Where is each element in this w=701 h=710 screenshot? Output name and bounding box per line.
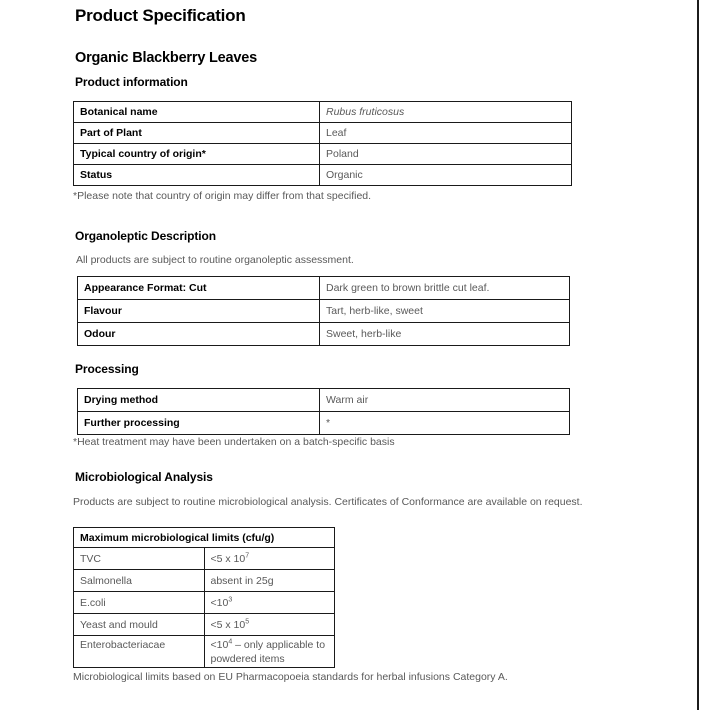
- table-row: [74, 102, 572, 123]
- micro-table-header: Maximum microbiological limits (cfu/g): [74, 528, 335, 548]
- footnote-country-of-origin: *Please note that country of origin may differ from that specified.: [73, 190, 372, 202]
- row-value-country-of-origin: Poland: [320, 144, 572, 165]
- row-value-drying-method: Warm air: [320, 389, 570, 412]
- table-row: [78, 412, 570, 435]
- limit-value: <10: [210, 639, 229, 651]
- row-label-status: Status: [74, 165, 320, 186]
- row-value-status: Organic: [320, 165, 572, 186]
- section-heading-processing: Processing: [75, 362, 139, 376]
- row-value-appearance: Dark green to brown brittle cut leaf.: [320, 277, 570, 300]
- microbiological-limits-table: [73, 527, 335, 668]
- row-label-tvc: TVC: [74, 548, 205, 570]
- row-label-appearance: Appearance Format: Cut: [78, 277, 320, 300]
- table-row: [74, 614, 335, 636]
- table-row: [78, 277, 570, 300]
- limit-value: <10: [210, 596, 229, 609]
- footnote-heat-treatment: *Heat treatment may have been undertaken on a batch-specific basis: [73, 436, 395, 448]
- row-value-part-of-plant: Leaf: [320, 123, 572, 144]
- section-heading-organoleptic: Organoleptic Description: [75, 229, 216, 243]
- document-title: Product Specification: [75, 6, 246, 25]
- row-label-enterobacteriacae: Enterobacteriacae: [74, 636, 205, 668]
- limit-exponent: 7: [245, 552, 250, 559]
- row-label-salmonella: Salmonella: [74, 570, 205, 592]
- row-value-flavour: Tart, herb-like, sweet: [320, 300, 570, 323]
- table-header-row: [74, 528, 335, 548]
- table-row: [78, 323, 570, 346]
- table-row: [74, 570, 335, 592]
- table-row: [74, 636, 335, 668]
- limit-note: – only applicable to powdered items: [210, 639, 326, 665]
- processing-table: [77, 388, 570, 435]
- table-row: [74, 144, 572, 165]
- table-row: [74, 592, 335, 614]
- row-label-part-of-plant: Part of Plant: [74, 123, 320, 144]
- limit-exponent: 5: [245, 618, 250, 625]
- row-value-ecoli: [204, 592, 335, 614]
- row-label-odour: Odour: [78, 323, 320, 346]
- row-value-enterobacteriacae: [204, 636, 335, 668]
- row-label-flavour: Flavour: [78, 300, 320, 323]
- table-row: [78, 300, 570, 323]
- product-name-heading: Organic Blackberry Leaves: [75, 50, 257, 66]
- page-edge-divider: [697, 0, 699, 710]
- row-label-further-processing: Further processing: [78, 412, 320, 435]
- row-value-yeast-mould: [204, 614, 335, 636]
- table-row: [74, 548, 335, 570]
- row-value-botanical-name: Rubus fruticosus: [320, 102, 572, 123]
- row-value-further-processing: *: [320, 412, 570, 435]
- section-heading-microbiological: Microbiological Analysis: [75, 470, 213, 484]
- microbiological-intro-text: Products are subject to routine microbiological analysis. Certificates of Conformance are available on request.: [73, 496, 583, 508]
- limit-exponent: 3: [228, 596, 233, 603]
- limit-exponent: 4: [228, 638, 233, 646]
- row-label-country-of-origin: Typical country of origin*: [74, 144, 320, 165]
- row-label-yeast-mould: Yeast and mould: [74, 614, 205, 636]
- table-row: [74, 123, 572, 144]
- table-row: [78, 389, 570, 412]
- footnote-microbiological-limits: Microbiological limits based on EU Pharmacopoeia standards for herbal infusions Category A.: [73, 671, 508, 683]
- row-value-salmonella: absent in 25g: [204, 570, 335, 592]
- limit-value: <5 x 10: [210, 552, 246, 565]
- row-label-botanical-name: Botanical name: [74, 102, 320, 123]
- row-value-tvc: [204, 548, 335, 570]
- organoleptic-intro-text: All products are subject to routine organoleptic assessment.: [76, 254, 354, 266]
- product-information-table: [73, 101, 572, 186]
- section-heading-product-information: Product information: [75, 75, 188, 89]
- row-label-drying-method: Drying method: [78, 389, 320, 412]
- row-value-odour: Sweet, herb-like: [320, 323, 570, 346]
- organoleptic-table: [77, 276, 570, 346]
- row-label-ecoli: E.coli: [74, 592, 205, 614]
- table-row: [74, 165, 572, 186]
- limit-value: <5 x 10: [210, 618, 246, 631]
